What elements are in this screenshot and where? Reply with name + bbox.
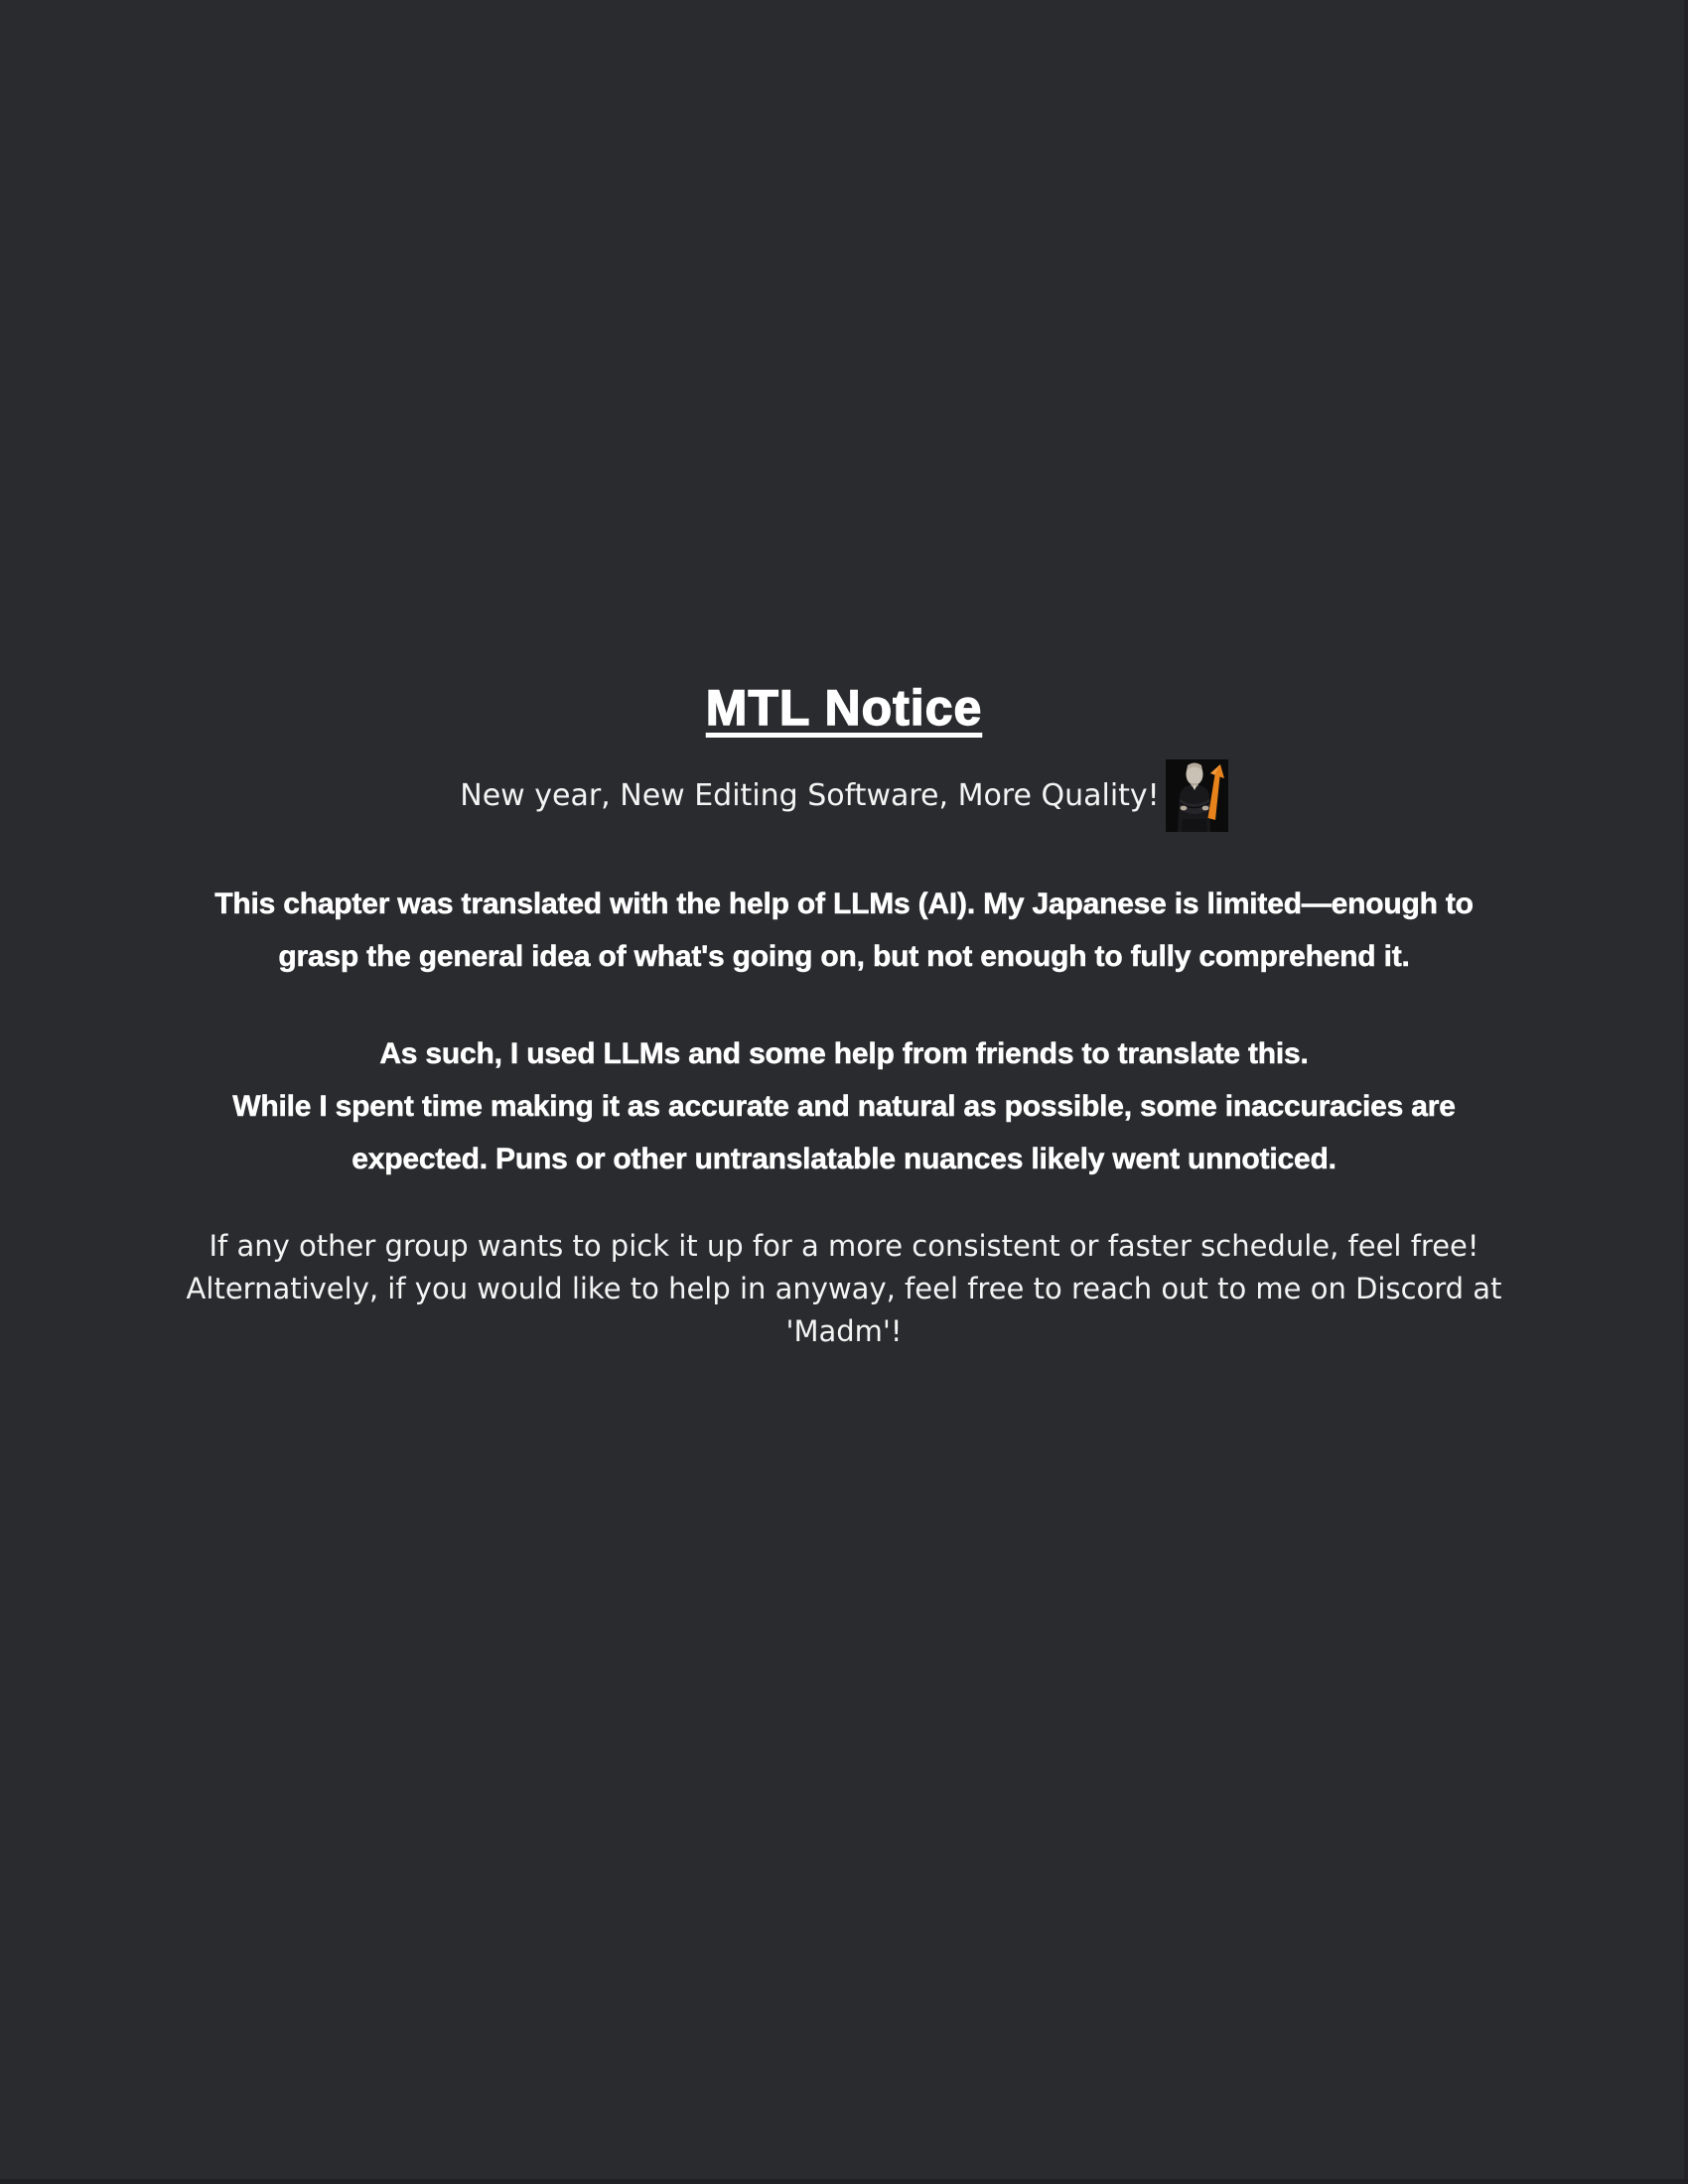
subtitle-row	[0, 758, 1688, 832]
stonks-figure-icon	[1166, 759, 1228, 832]
paragraph-line: grasp the general idea of what's going on, but not enough to fully comprehend it.	[278, 940, 1410, 973]
subtitle-text: New year, New Editing Software, More Quality!	[460, 777, 1160, 813]
page-edge-bottom	[0, 2179, 1688, 2184]
paragraph-line: This chapter was translated with the help of LLMs (AI). My Japanese is limited—enough to	[214, 887, 1474, 920]
paragraph-line: While I spent time making it as accurate and natural as possible, some inaccuracies are	[232, 1090, 1456, 1123]
paragraph-accuracy-note	[0, 1027, 1688, 1185]
paragraph-line: expected. Puns or other untranslatable nuances likely went unnoticed.	[352, 1143, 1336, 1175]
page-edge-right	[1684, 0, 1688, 2184]
paragraph-line: If any other group wants to pick it up for a more consistent or faster schedule, feel free!	[209, 1229, 1479, 1263]
paragraph-line: As such, I used LLMs and some help from friends to translate this.	[379, 1037, 1309, 1070]
page-title: MTL Notice	[705, 680, 983, 736]
paragraph-llm-note	[0, 878, 1688, 983]
paragraph-line: 'Madm'!	[785, 1314, 903, 1348]
paragraph-outreach-note	[0, 1225, 1688, 1353]
notice-content	[0, 677, 1688, 1353]
paragraph-line: Alternatively, if you would like to help in anyway, feel free to reach out to me on Discord at	[186, 1272, 1502, 1305]
